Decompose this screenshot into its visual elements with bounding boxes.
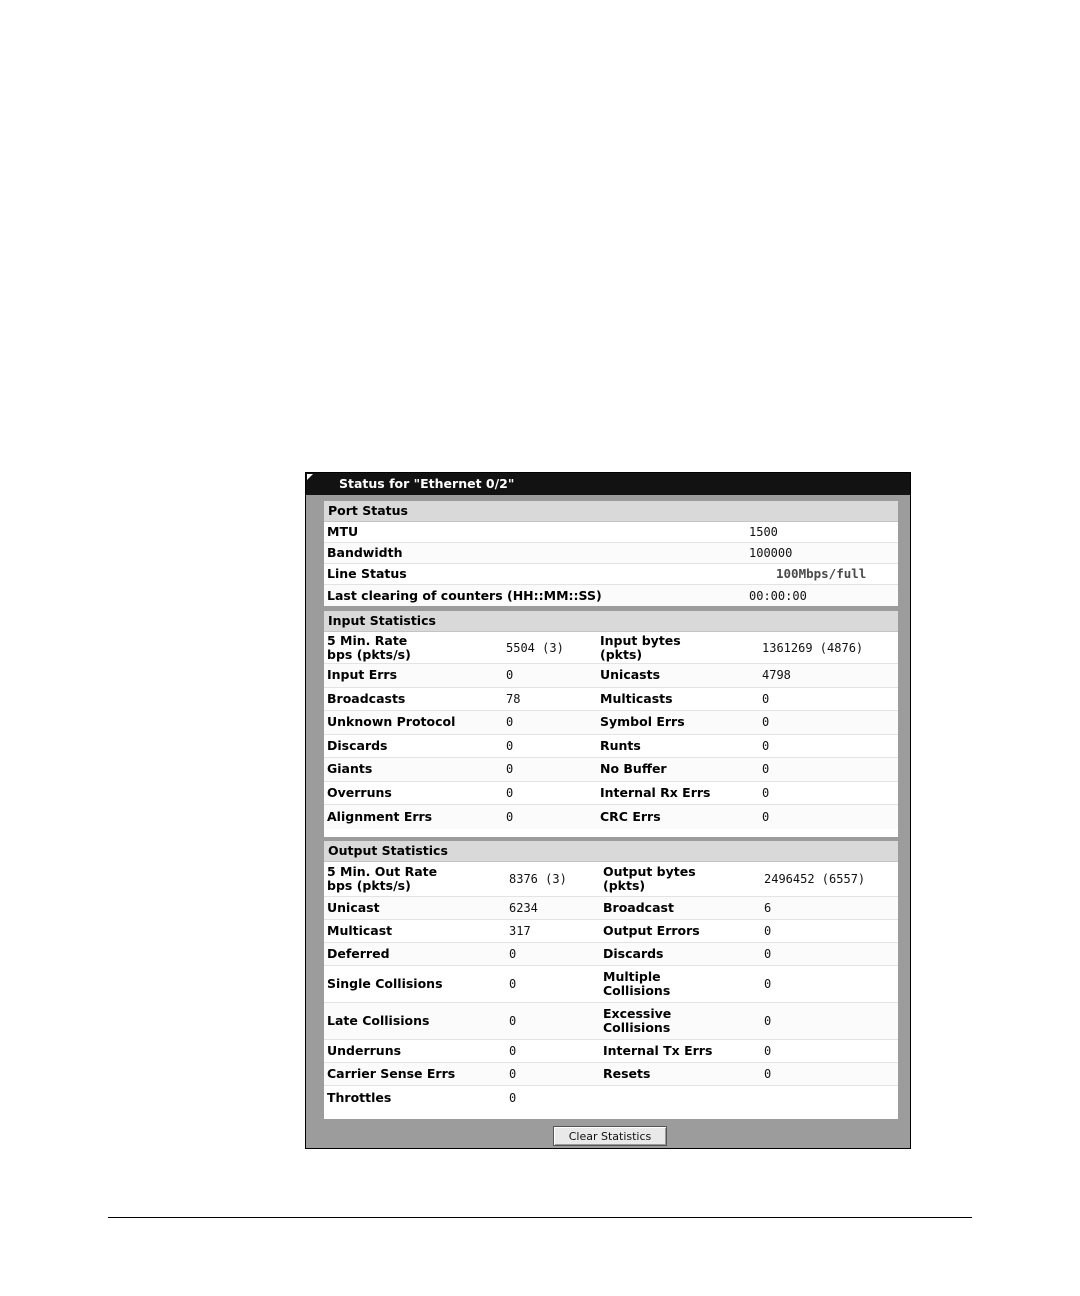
output-statistics-section	[324, 841, 898, 1119]
stat-value: 0	[764, 924, 772, 938]
clear-statistics-button[interactable]: Clear Statistics	[553, 1126, 667, 1146]
table-row	[324, 1003, 898, 1040]
stat-label: Giants	[327, 761, 373, 777]
stat-label: Unicasts	[600, 667, 661, 683]
port-status-header: Port Status	[324, 501, 898, 522]
table-row	[324, 943, 898, 966]
bandwidth-label: Bandwidth	[327, 545, 403, 560]
bandwidth-value: 100000	[749, 546, 793, 560]
table-row	[324, 664, 898, 688]
stat-value: 0	[764, 947, 772, 961]
panel-title: Status for "Ethernet 0/2"	[306, 473, 910, 495]
stat-label: Deferred	[327, 946, 390, 961]
output-bytes-value: 2496452 (6557)	[764, 872, 866, 886]
stat-value: 0	[509, 1090, 517, 1105]
table-row	[324, 543, 898, 564]
table-row	[324, 632, 898, 664]
stat-label: Carrier Sense Errs	[327, 1066, 456, 1081]
stat-label: Alignment Errs	[327, 808, 433, 824]
input-bytes-value: 1361269 (4876)	[762, 640, 864, 655]
stat-value: 6234	[509, 901, 538, 915]
table-row	[324, 897, 898, 920]
stat-value: 0	[506, 785, 514, 800]
stat-value: 0	[762, 738, 770, 753]
stat-value: 0	[764, 1044, 772, 1058]
last-clearing-label: Last clearing of counters (HH::MM::SS)	[327, 587, 602, 603]
output-bytes-label: Output bytes (pkts)	[603, 864, 696, 893]
stat-value: 0	[762, 809, 770, 824]
stat-label: Single Collisions	[327, 976, 443, 991]
table-row	[324, 805, 898, 829]
last-clearing-value: 00:00:00	[749, 588, 807, 603]
table-row	[324, 564, 898, 585]
stat-label: Late Collisions	[327, 1013, 430, 1028]
stat-label: Overruns	[327, 784, 392, 800]
output-rate-label: 5 Min. Out Rate bps (pkts/s)	[327, 864, 438, 893]
stat-label: Runts	[600, 737, 641, 753]
table-row	[324, 688, 898, 712]
input-rate-label: 5 Min. Rate bps (pkts/s)	[327, 632, 411, 662]
stat-value: 317	[509, 924, 531, 938]
stat-value: 0	[506, 809, 514, 824]
stat-label: Discards	[327, 737, 388, 753]
input-bytes-label: Input bytes (pkts)	[600, 632, 681, 662]
stat-value: 0	[764, 1014, 772, 1028]
table-row	[324, 522, 898, 543]
output-rate-value: 8376 (3)	[509, 872, 567, 886]
table-row	[324, 758, 898, 782]
stat-label: Multicast	[327, 923, 393, 938]
stat-label: Unknown Protocol	[327, 714, 456, 730]
table-row	[324, 1086, 898, 1109]
stat-value: 0	[506, 715, 514, 730]
stat-label: Resets	[603, 1066, 651, 1081]
stat-label: Broadcast	[603, 900, 674, 915]
stat-value: 6	[764, 901, 772, 915]
footer-divider	[108, 1217, 972, 1218]
status-panel	[305, 472, 911, 1149]
stat-label: Internal Rx Errs	[600, 784, 711, 800]
stat-label: CRC Errs	[600, 808, 661, 824]
stat-value: 0	[762, 785, 770, 800]
table-row	[324, 862, 898, 897]
stat-label: No Buffer	[600, 761, 667, 777]
mtu-value: 1500	[749, 525, 778, 539]
stat-value: 4798	[762, 668, 791, 683]
stat-value: 0	[509, 1044, 517, 1058]
stat-value: 0	[506, 738, 514, 753]
stat-value: 0	[509, 977, 517, 991]
stat-label: Discards	[603, 946, 664, 961]
table-row	[324, 735, 898, 759]
table-row	[324, 782, 898, 806]
stat-label: Underruns	[327, 1043, 402, 1058]
input-statistics-header: Input Statistics	[324, 611, 898, 632]
port-status-section	[324, 501, 898, 605]
stat-value: 0	[509, 1067, 517, 1081]
stat-label: Throttles	[327, 1089, 392, 1105]
stat-value: 0	[762, 715, 770, 730]
stat-label: Multiple Collisions	[603, 969, 671, 998]
stat-value: 0	[509, 947, 517, 961]
stat-value: 0	[762, 691, 770, 706]
input-statistics-section	[324, 611, 898, 837]
table-row	[324, 1040, 898, 1063]
stat-label: Output Errors	[603, 923, 700, 938]
stat-label: Input Errs	[327, 667, 398, 683]
mtu-label: MTU	[327, 524, 359, 539]
line-status-label: Line Status	[327, 566, 407, 581]
stat-label: Broadcasts	[327, 690, 406, 706]
stat-value: 0	[764, 1067, 772, 1081]
stat-label: Excessive Collisions	[603, 1006, 672, 1035]
output-statistics-header: Output Statistics	[324, 841, 898, 862]
stat-label: Symbol Errs	[600, 714, 685, 730]
table-row	[324, 1063, 898, 1086]
input-rate-value: 5504 (3)	[506, 640, 564, 655]
stat-value: 0	[506, 668, 514, 683]
table-row	[324, 585, 898, 606]
stat-value: 0	[762, 762, 770, 777]
line-status-value: 100Mbps/full	[776, 566, 867, 581]
stat-label: Internal Tx Errs	[603, 1043, 713, 1058]
stat-label: Multicasts	[600, 690, 673, 706]
stat-label: Unicast	[327, 900, 380, 915]
table-row	[324, 966, 898, 1003]
stat-value: 0	[764, 977, 772, 991]
table-row	[324, 711, 898, 735]
table-row	[324, 920, 898, 943]
stat-value: 0	[509, 1014, 517, 1028]
stat-value: 0	[506, 762, 514, 777]
corner-triangle-icon	[307, 474, 313, 480]
stat-value: 78	[506, 691, 521, 706]
